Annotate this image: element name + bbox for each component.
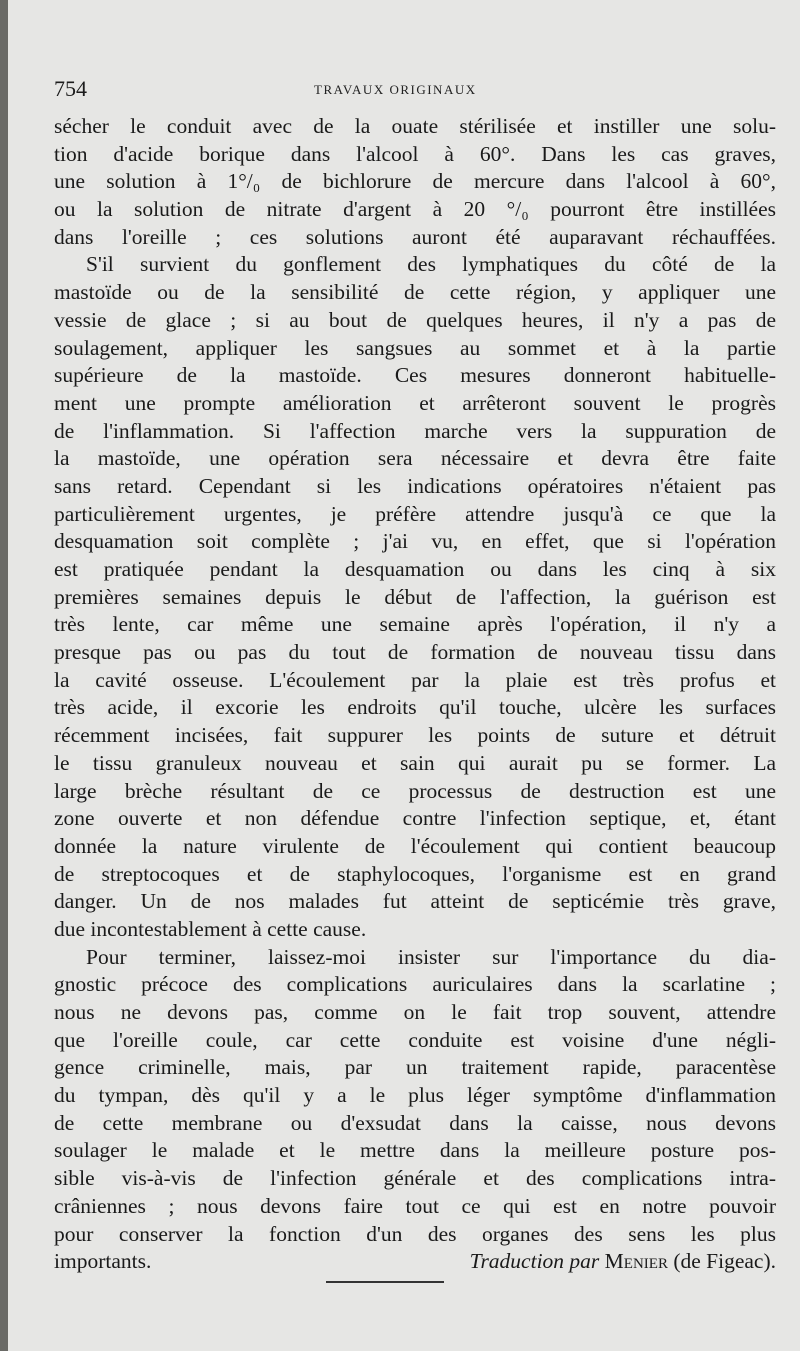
page-header	[54, 76, 754, 106]
text-line: particulièrement urgentes, je préfère attendre jusqu'à ce que la	[54, 501, 776, 526]
page-number: 754	[54, 76, 87, 101]
closing-text: importants.	[54, 1249, 152, 1274]
document-page	[8, 0, 800, 1351]
text-line: très lente, car même une semaine après l'opération, il n'y a	[54, 612, 776, 637]
text-line: sible vis-à-vis de l'infection générale et des complications intra-	[54, 1166, 776, 1191]
text-line: premières semaines depuis le début de l'affection, la guérison est	[54, 584, 776, 609]
running-title: TRAVAUX ORIGINAUX	[314, 82, 477, 97]
translation-credit	[470, 1248, 776, 1276]
text-line: sans retard. Cependant si les indications opératoires n'étaient pas	[54, 473, 776, 498]
text-line: soulagement, appliquer les sangsues au sommet et à la partie	[54, 335, 776, 360]
text-line: crâniennes ; nous devons faire tout ce qui est en notre pouvoir	[54, 1193, 776, 1218]
body-text	[54, 113, 776, 1276]
end-rule	[326, 1281, 444, 1283]
paragraph-1	[54, 113, 776, 251]
text-line: Pour terminer, laissez-moi insister sur l'importance du dia-	[86, 944, 776, 969]
text-line: presque pas ou pas du tout de formation de nouveau tissu dans	[54, 640, 776, 665]
text-line: une solution à 1°/₀ de bichlorure de mercure dans l'alcool à 60°,	[54, 169, 776, 194]
text-line: donnée la nature virulente de l'écoulement qui contient beaucoup	[54, 833, 776, 858]
text-line: desquamation soit complète ; j'ai vu, en effet, que si l'opération	[54, 529, 776, 554]
translator-place: (de Figeac).	[673, 1249, 776, 1274]
text-line: de streptocoques et de staphylocoques, l'organisme est en grand	[54, 861, 776, 886]
text-line: gnostic précoce des complications auriculaires dans la scarlatine ;	[54, 972, 776, 997]
text-line: de l'inflammation. Si l'affection marche vers la suppuration de	[54, 418, 776, 443]
translator-name: Menier	[604, 1249, 668, 1274]
text-line: tion d'acide borique dans l'alcool à 60°. Dans les cas graves,	[54, 141, 776, 166]
text-line: sécher le conduit avec de la ouate stérilisée et instiller une solu-	[54, 114, 776, 138]
text-line: de cette membrane ou d'exsudat dans la caisse, nous devons	[54, 1110, 776, 1135]
text-line: S'il survient du gonflement des lymphatiques du côté de la	[86, 252, 776, 277]
text-line: la cavité osseuse. L'écoulement par la plaie est très profus et	[54, 667, 776, 692]
text-line: récemment incisées, fait suppurer les points de suture et détruit	[54, 723, 776, 748]
text-line: danger. Un de nos malades fut atteint de septicémie très grave,	[54, 889, 776, 914]
text-line: vessie de glace ; si au bout de quelques heures, il n'y a pas de	[54, 307, 776, 332]
translation-label: Traduction par	[469, 1249, 600, 1274]
text-line: du tympan, dès qu'il y a le plus léger symptôme d'inflammation	[54, 1083, 776, 1108]
closing-line	[54, 1248, 776, 1276]
text-line: nous ne devons pas, comme on le fait trop souvent, attendre	[54, 1000, 776, 1024]
paragraph-3	[54, 944, 776, 1276]
text-line: ou la solution de nitrate d'argent à 20 °/₀ pourront être instillées	[54, 197, 776, 222]
text-line: mastoïde ou de la sensibilité de cette région, y appliquer une	[54, 280, 776, 305]
text-line: le tissu granuleux nouveau et sain qui aurait pu se former. La	[54, 750, 776, 775]
paragraph-2	[54, 251, 776, 943]
text-line: supérieure de la mastoïde. Ces mesures donneront habituelle-	[54, 363, 776, 388]
text-line: dans l'oreille ; ces solutions auront été auparavant réchauffées.	[54, 224, 776, 249]
text-line: la mastoïde, une opération sera nécessaire et devra être faite	[54, 446, 776, 471]
text-line: ment une prompte amélioration et arrêteront souvent le progrès	[54, 390, 776, 415]
text-line: large brèche résultant de ce processus de destruction est une	[54, 778, 776, 803]
text-line: pour conserver la fonction d'un des organes des sens les plus	[54, 1221, 776, 1246]
text-line: soulager le malade et le mettre dans la meilleure posture pos-	[54, 1138, 776, 1163]
text-line: est pratiquée pendant la desquamation ou dans les cinq à six	[54, 557, 776, 581]
text-line: zone ouverte et non défendue contre l'infection septique, et, étant	[54, 806, 776, 831]
text-line: que l'oreille coule, car cette conduite est voisine d'une négli-	[54, 1027, 776, 1052]
text-line: due incontestablement à cette cause.	[54, 916, 367, 941]
text-line: très acide, il excorie les endroits qu'il touche, ulcère les surfaces	[54, 695, 776, 720]
text-line: gence criminelle, mais, par un traitement rapide, paracentèse	[54, 1055, 776, 1080]
